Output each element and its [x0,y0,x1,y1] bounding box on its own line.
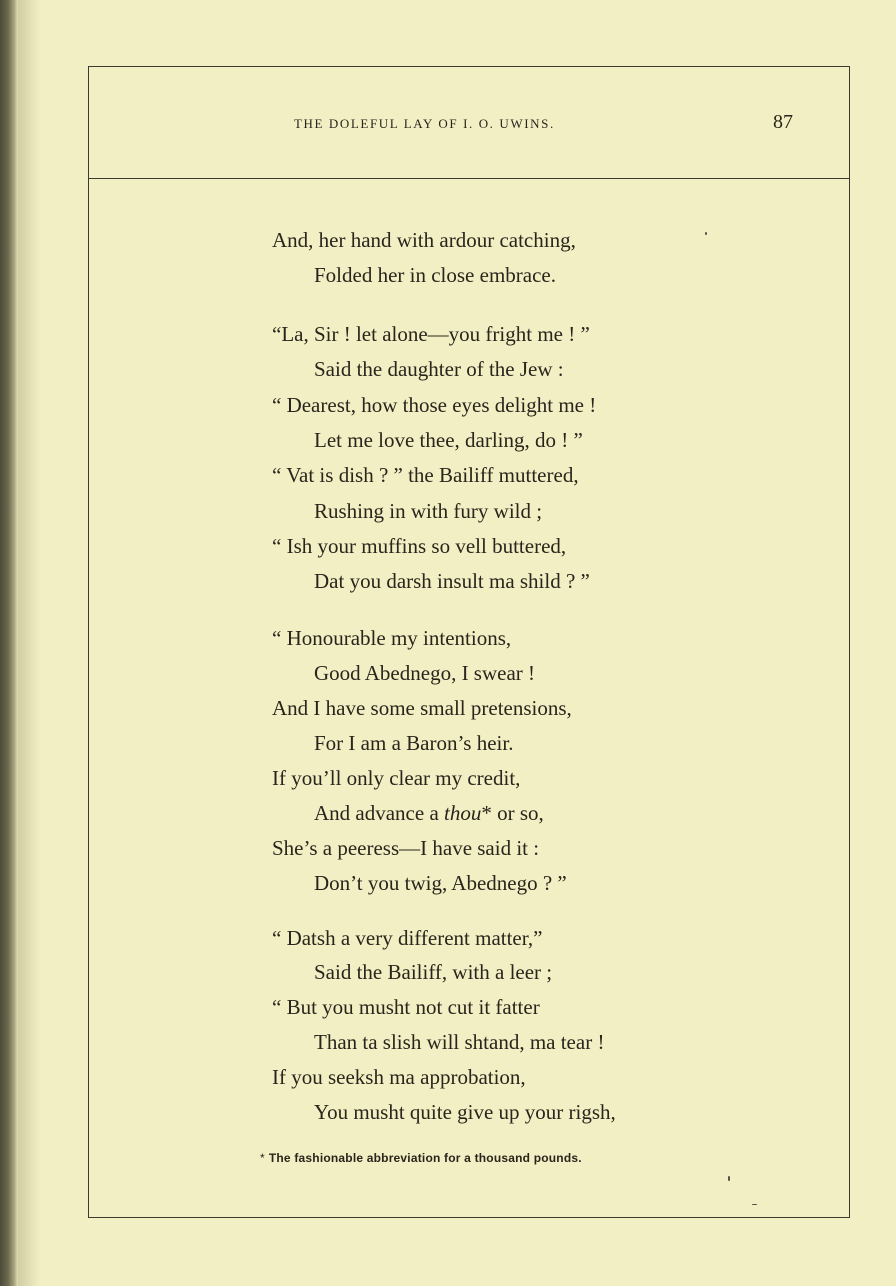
poem-line-with-footnote [314,801,544,825]
book-spine-shadow [0,0,18,1286]
header-rule [88,178,850,179]
poem-line: Good Abednego, I swear ! [314,661,536,685]
poem-line: Rushing in with fury wild ; [314,499,543,523]
poem-line: Folded her in close embrace. [314,263,556,287]
poem-line: She’s a peeress—I have said it : [272,836,540,860]
poem-line: “La, Sir ! let alone—you fright me ! ” [272,322,590,346]
paper-speck [705,232,707,235]
paper-speck [752,1204,757,1205]
poem-line: “ Vat is dish ? ” the Bailiff muttered, [272,463,579,487]
poem-line: “ Datsh a very different matter,” [272,926,543,950]
poem-line: Don’t you twig, Abednego ? ” [314,871,567,895]
gutter-shadow [18,0,40,1286]
poem-line: “ Dearest, how those eyes delight me ! [272,393,597,417]
poem-line: Dat you darsh insult ma shild ? ” [314,569,590,593]
poem-line: Said the Bailiff, with a leer ; [314,960,553,984]
running-title: THE DOLEFUL LAY OF I. O. UWINS. [294,116,555,131]
poem-line: You musht quite give up your rigsh, [314,1100,616,1124]
poem-line: Than ta slish will shtand, ma tear ! [314,1030,605,1054]
poem-line: And I have some small pretensions, [272,696,572,720]
poem-line: If you seeksh ma approbation, [272,1065,526,1089]
paper-speck [728,1176,730,1181]
footnote-marker: * [260,1151,265,1165]
poem-line: Let me love thee, darling, do ! ” [314,428,583,452]
footnote-reference: * or so, [481,801,544,825]
italic-word: thou [444,801,482,825]
poem-line: And, her hand with ardour catching, [272,228,576,252]
poem-line: “ Honourable my intentions, [272,626,512,650]
poem-line: If you’ll only clear my credit, [272,766,521,790]
footnote-text: The fashionable abbreviation for a thousand pounds. [268,1151,582,1165]
page-number: 87 [773,111,793,133]
poem-line: Said the daughter of the Jew : [314,357,564,381]
poem-line: “ But you musht not cut it fatter [272,995,540,1019]
poem-line: “ Ish your muffins so vell buttered, [272,534,567,558]
footnote [260,1151,582,1165]
line-text: And advance a [314,801,445,825]
poem-line: For I am a Baron’s heir. [314,731,514,755]
